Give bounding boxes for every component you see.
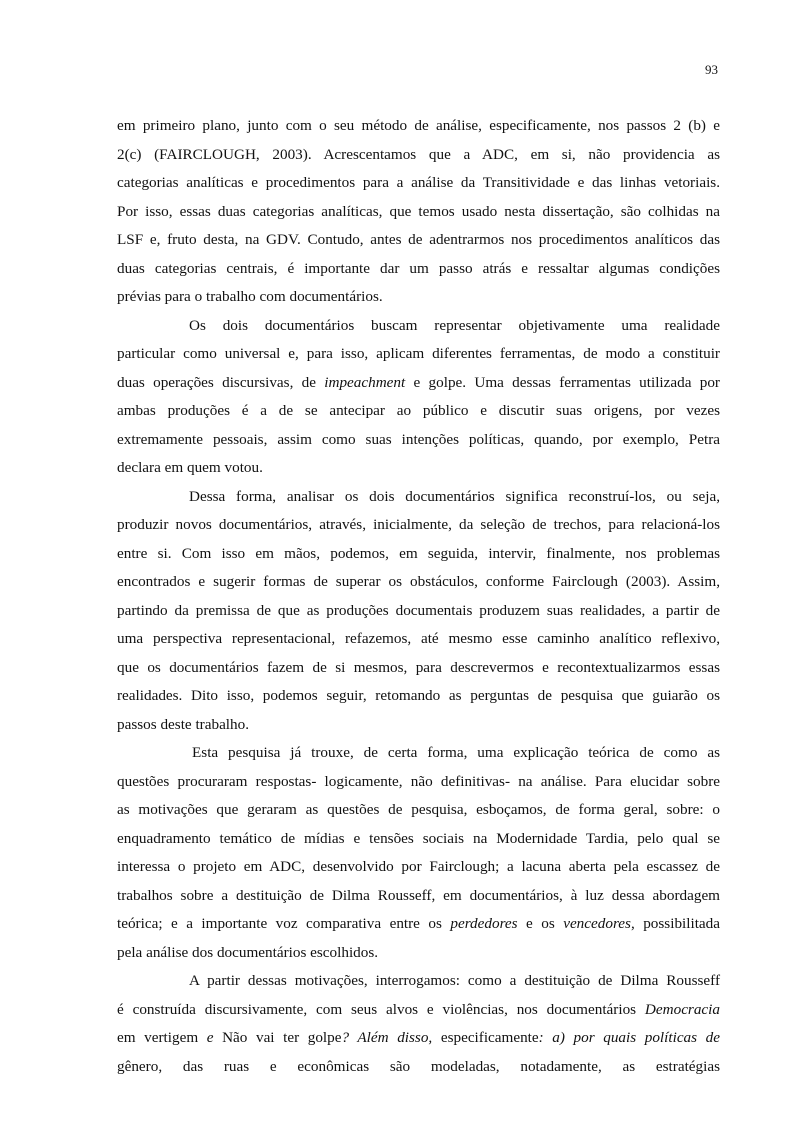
text-run: realidades. Dito isso, podemos seguir, retomando as perguntas de pesquisa que guiarão os <box>117 687 720 704</box>
text-line <box>117 340 720 369</box>
text-run: A partir dessas motivações, interrogamos: como a destituição de Dilma Rousseff <box>189 972 720 989</box>
text-run: em vertigem <box>117 1029 199 1046</box>
text-run: categorias analíticas e procedimentos para a análise da Transitividade e das linhas vetoriais. <box>117 174 720 191</box>
italic-term: e <box>198 1029 223 1046</box>
text-line <box>117 369 720 398</box>
text-line <box>117 825 720 854</box>
text-line <box>117 255 720 284</box>
text-line <box>117 283 720 312</box>
text-line <box>117 768 720 797</box>
text-run: Dessa forma, analisar os dois documentários significa reconstruí-los, ou seja, <box>189 487 720 505</box>
italic-term: vencedores <box>563 915 631 932</box>
text-run: pela análise dos documentários escolhidos. <box>117 943 379 961</box>
text-run: particular como universal e, para isso, aplicam diferentes ferramentas, de modo a constituir <box>117 345 720 362</box>
text-line <box>117 397 720 426</box>
text-line <box>117 1024 720 1053</box>
text-run: uma perspectiva representacional, refazemos, até mesmo esse caminho analítico reflexivo, <box>117 630 720 647</box>
text-run: partindo da premissa de que as produções documentais produzem suas realidades, a partir de <box>117 601 720 619</box>
text-run: Os dois documentários buscam representar objetivamente uma realidade <box>189 316 720 334</box>
text-line <box>117 511 720 540</box>
text-run: produzir novos documentários, através, inicialmente, da seleção de trechos, para relacioná-los <box>117 516 720 533</box>
italic-term: perdedores <box>450 915 518 932</box>
text-line <box>117 1053 720 1082</box>
text-run: especificamente <box>440 1029 539 1046</box>
text-line <box>117 625 720 654</box>
text-line <box>117 312 720 341</box>
text-run: entre si. Com isso em mãos, podemos, em seguida, intervir, finalmente, nos problemas <box>117 544 720 562</box>
text-run: LSF e, fruto desta, na GDV. Contudo, antes de adentrarmos nos procedimentos analíticos das <box>117 231 720 248</box>
text-run: duas operações discursivas, de <box>117 373 325 391</box>
text-line <box>117 454 720 483</box>
text-run: Não vai ter golpe <box>222 1029 342 1046</box>
text-run: passos deste trabalho. <box>117 715 250 733</box>
text-run: as motivações que geraram as questões de pesquisa, esboçamos, de forma geral, sobre: o <box>117 801 720 818</box>
text-run: é construída discursivamente, com seus alvos e violências, nos documentários <box>117 1000 645 1018</box>
text-line <box>117 141 720 170</box>
italic-term: : a) por quais políticas de <box>538 1029 720 1046</box>
text-run: declara em quem votou. <box>117 459 263 476</box>
page-number: 93 <box>705 62 718 77</box>
italic-term: impeachment <box>324 373 406 391</box>
text-line <box>117 853 720 882</box>
text-line <box>117 654 720 683</box>
text-run: duas categorias centrais, é importante dar um passo atrás e ressaltar algumas condições <box>117 259 720 277</box>
text-run: questões procuraram respostas- logicamente, não definitivas- na análise. Para elucidar sobre <box>117 772 720 790</box>
text-line <box>117 169 720 198</box>
text-run: em primeiro plano, junto com o seu método de análise, especificamente, nos passos 2 (b) e <box>117 117 720 134</box>
paragraph <box>117 483 720 740</box>
text-line <box>117 426 720 455</box>
text-line <box>117 996 720 1025</box>
text-line <box>117 967 720 996</box>
italic-term: ? Além disso, <box>341 1029 441 1046</box>
text-run: que os documentários fazem de si mesmos, para descrevermos e recontextualizarmos essas <box>117 658 720 676</box>
text-run: 2(c) (FAIRCLOUGH, 2003). Acrescentamos que a ADC, em si, não providencia as <box>117 145 720 163</box>
text-line <box>117 796 720 825</box>
text-run: ambas produções é a de se antecipar ao público e discutir suas origens, por vezes <box>117 402 720 419</box>
text-run: e os <box>517 915 564 932</box>
text-run: prévias para o trabalho com documentários. <box>117 288 383 305</box>
text-run: Por isso, essas duas categorias analíticas, que temos usado nesta dissertação, são colhidas na <box>117 202 720 220</box>
text-run: extremamente pessoais, assim como suas intenções políticas, quando, por exemplo, Petra <box>117 430 720 448</box>
paragraph <box>117 739 720 967</box>
text-run: interessa o projeto em ADC, desenvolvido por Fairclough; a lacuna aberta pela escassez de <box>117 858 720 875</box>
text-run: teórica; e a importante voz comparativa entre os <box>117 915 451 932</box>
text-line <box>117 939 720 968</box>
text-run: gênero, das ruas e econômicas são modeladas, notadamente, as estratégias <box>117 1057 720 1075</box>
text-line <box>117 882 720 911</box>
text-line <box>117 112 720 141</box>
text-run: enquadramento temático de mídias e tensões sociais na Modernidade Tardia, pelo qual se <box>117 829 720 847</box>
paragraph <box>117 312 720 483</box>
text-run: , possibilitada <box>630 915 720 932</box>
text-line <box>117 682 720 711</box>
text-line <box>117 910 720 939</box>
text-line <box>117 540 720 569</box>
text-line <box>117 483 720 512</box>
text-line <box>117 568 720 597</box>
text-line <box>117 739 720 768</box>
text-run: e golpe. Uma dessas ferramentas utilizada por <box>405 373 720 391</box>
text-line <box>117 597 720 626</box>
paragraph <box>117 112 720 312</box>
text-run: trabalhos sobre a destituição de Dilma Rousseff, em documentários, à luz dessa abordagem <box>117 886 720 904</box>
text-line <box>117 711 720 740</box>
text-run: Esta pesquisa já trouxe, de certa forma, uma explicação teórica de como as <box>192 744 720 761</box>
text-line <box>117 198 720 227</box>
text-line <box>117 226 720 255</box>
text-run: encontrados e sugerir formas de superar os obstáculos, conforme Fairclough (2003). Assim, <box>117 573 720 590</box>
paragraph <box>117 967 720 1081</box>
body-text <box>117 112 720 1081</box>
italic-term: Democracia <box>644 1000 720 1018</box>
